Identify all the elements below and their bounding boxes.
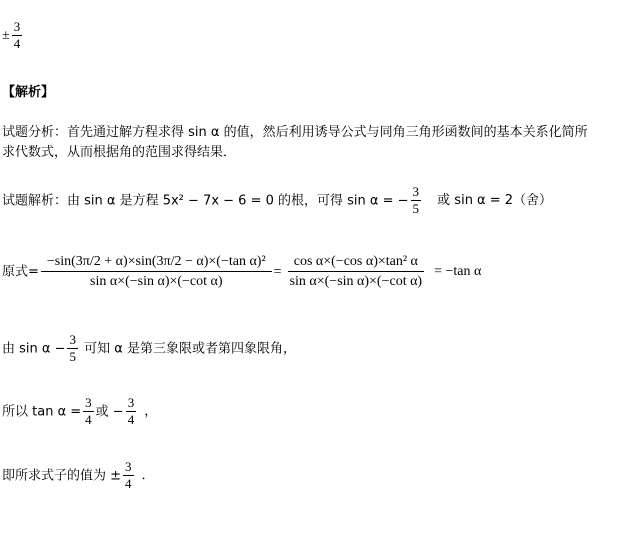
analysis-line-2: 求代数式，从而根据角的范围求得结果． xyxy=(2,145,237,160)
expression-result: = −tan α xyxy=(434,264,482,280)
quadrant-line xyxy=(2,333,296,365)
final-suffix: ． xyxy=(141,468,155,484)
tan-suffix: ， xyxy=(144,404,158,420)
expression-fraction-2 xyxy=(284,252,429,292)
quadrant-prefix: 由 sin α − xyxy=(2,341,66,357)
plus-minus: ± xyxy=(2,28,10,44)
tan-line xyxy=(2,396,157,428)
expression-fraction-1 xyxy=(41,252,272,292)
expression-fraction-2-numerator: cos α×(−cos α)×tan² α xyxy=(288,252,424,272)
solution-prefix: 试题解析：由 sin α 是方程 5x² − 7x − 6 = 0 的根，可得 sin α = − xyxy=(2,193,409,209)
final-line xyxy=(2,460,155,492)
tan-mid: 或 − xyxy=(95,404,124,420)
expression-label: 原式= xyxy=(2,264,39,280)
section-heading: 【解析】 xyxy=(2,85,55,100)
answer-value xyxy=(2,20,24,52)
tan-prefix: 所以 tan α = xyxy=(2,404,82,420)
expression-equals: = xyxy=(273,264,282,280)
tan-fraction-2: $\frac{3}{4}$ xyxy=(127,395,135,428)
expression-line xyxy=(2,252,481,292)
analysis-line-1: 试题分析：首先通过解方程求得 sin α 的值，然后利用诱导公式与同角三角形函数间的基本关系化简所 xyxy=(2,125,588,140)
quadrant-suffix: 可知 α 是第三象限或者第四象限角， xyxy=(84,341,296,357)
answer-fraction xyxy=(12,20,23,52)
solution-line xyxy=(2,185,552,217)
solution-fraction: $\frac{3}{5}$ xyxy=(412,184,420,217)
answer-numerator: 3 xyxy=(12,20,23,36)
final-fraction: $\frac{3}{4}$ xyxy=(125,459,132,492)
answer-denominator: 4 xyxy=(13,36,21,52)
tan-fraction-1: $\frac{3}{4}$ xyxy=(85,395,92,428)
expression-fraction-1-numerator: −sin(3π/2 + α)×sin(3π/2 − α)×(−tan α)² xyxy=(41,252,272,272)
final-prefix: 即所求式子的值为 ± xyxy=(2,468,122,484)
quadrant-fraction: $\frac{3}{5}$ xyxy=(69,332,76,365)
solution-suffix: 或 sin α = 2（舍） xyxy=(437,193,553,209)
expression-fraction-2-denominator: sin α×(−sin α)×(−cot α) xyxy=(289,274,423,290)
expression-fraction-1-denominator: sin α×(−sin α)×(−cot α) xyxy=(90,274,223,290)
